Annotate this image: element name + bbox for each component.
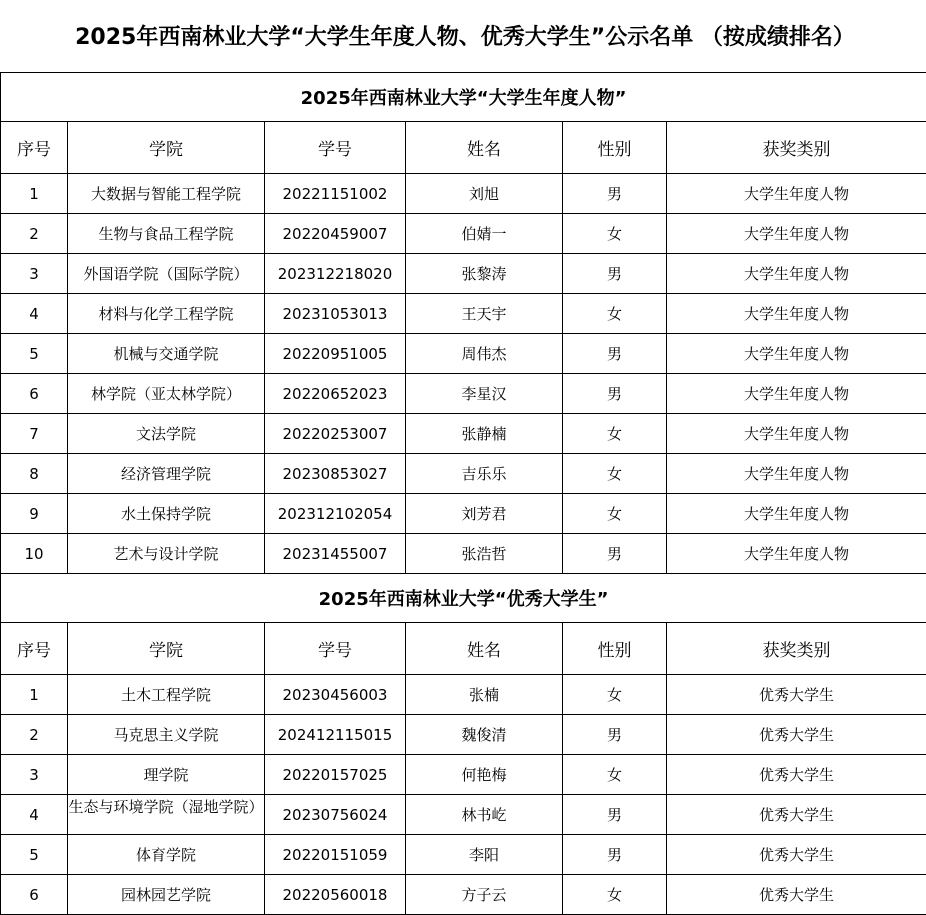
college-text: 大数据与智能工程学院 bbox=[91, 185, 241, 203]
column-header-row bbox=[1, 623, 926, 675]
col-header-college: 学院 bbox=[68, 122, 265, 174]
col-header-gender: 性别 bbox=[563, 623, 667, 675]
award-list-table bbox=[0, 72, 926, 915]
award-category-cell: 大学生年度人物 bbox=[667, 374, 926, 414]
table-row bbox=[1, 795, 926, 835]
table-row bbox=[1, 755, 926, 795]
student-name-cell: 魏俊清 bbox=[406, 715, 563, 755]
student-id-cell: 20231455007 bbox=[265, 534, 406, 574]
gender-cell: 女 bbox=[563, 494, 667, 534]
table-row bbox=[1, 875, 926, 915]
section-title: 2025年西南林业大学“大学生年度人物” bbox=[1, 73, 926, 122]
student-name-cell: 王天宇 bbox=[406, 294, 563, 334]
college-text: 水土保持学院 bbox=[121, 505, 211, 523]
student-id-cell: 20220560018 bbox=[265, 875, 406, 915]
table-row bbox=[1, 414, 926, 454]
page-title: 2025年西南林业大学“大学生年度人物、优秀大学生”公示名单 （按成绩排名） bbox=[0, 0, 926, 72]
student-name-cell: 刘旭 bbox=[406, 174, 563, 214]
gender-cell: 女 bbox=[563, 294, 667, 334]
college-text: 园林园艺学院 bbox=[121, 886, 211, 904]
gender-cell: 男 bbox=[563, 715, 667, 755]
college-text: 林学院（亚太林学院） bbox=[91, 385, 241, 403]
student-id-cell: 20230756024 bbox=[265, 795, 406, 835]
college-cell bbox=[68, 334, 265, 374]
section-title-row bbox=[1, 73, 926, 122]
college-text: 艺术与设计学院 bbox=[113, 545, 218, 563]
serial-number-cell: 4 bbox=[1, 795, 68, 835]
table-row bbox=[1, 454, 926, 494]
col-header-serial: 序号 bbox=[1, 623, 68, 675]
college-cell bbox=[68, 294, 265, 334]
college-text: 机械与交通学院 bbox=[113, 345, 218, 363]
student-id-cell: 20221151002 bbox=[265, 174, 406, 214]
college-text: 马克思主义学院 bbox=[113, 726, 218, 744]
award-category-cell: 优秀大学生 bbox=[667, 875, 926, 915]
student-id-cell: 20220151059 bbox=[265, 835, 406, 875]
col-header-student-id: 学号 bbox=[265, 623, 406, 675]
table-row bbox=[1, 715, 926, 755]
student-name-cell: 张黎涛 bbox=[406, 254, 563, 294]
gender-cell: 女 bbox=[563, 755, 667, 795]
student-name-cell: 何艳梅 bbox=[406, 755, 563, 795]
student-id-cell: 20220951005 bbox=[265, 334, 406, 374]
award-category-cell: 大学生年度人物 bbox=[667, 294, 926, 334]
college-text: 经济管理学院 bbox=[121, 465, 211, 483]
student-id-cell: 20220253007 bbox=[265, 414, 406, 454]
award-category-cell: 大学生年度人物 bbox=[667, 454, 926, 494]
gender-cell: 男 bbox=[563, 254, 667, 294]
col-header-serial: 序号 bbox=[1, 122, 68, 174]
award-category-cell: 大学生年度人物 bbox=[667, 214, 926, 254]
col-header-gender: 性别 bbox=[563, 122, 667, 174]
serial-number-cell: 4 bbox=[1, 294, 68, 334]
gender-cell: 女 bbox=[563, 214, 667, 254]
college-cell bbox=[68, 675, 265, 715]
student-name-cell: 周伟杰 bbox=[406, 334, 563, 374]
college-text: 文法学院 bbox=[136, 425, 196, 443]
table-row bbox=[1, 254, 926, 294]
serial-number-cell: 1 bbox=[1, 174, 68, 214]
col-header-award: 获奖类别 bbox=[667, 122, 926, 174]
student-name-cell: 张浩哲 bbox=[406, 534, 563, 574]
gender-cell: 女 bbox=[563, 675, 667, 715]
college-cell bbox=[68, 214, 265, 254]
serial-number-cell: 6 bbox=[1, 374, 68, 414]
college-cell bbox=[68, 494, 265, 534]
table-row bbox=[1, 334, 926, 374]
student-id-cell: 20220157025 bbox=[265, 755, 406, 795]
section-title: 2025年西南林业大学“优秀大学生” bbox=[1, 574, 926, 623]
college-cell bbox=[68, 174, 265, 214]
table-row bbox=[1, 835, 926, 875]
student-id-cell: 20220459007 bbox=[265, 214, 406, 254]
award-category-cell: 大学生年度人物 bbox=[667, 494, 926, 534]
gender-cell: 男 bbox=[563, 835, 667, 875]
award-category-cell: 大学生年度人物 bbox=[667, 414, 926, 454]
college-cell bbox=[68, 374, 265, 414]
gender-cell: 男 bbox=[563, 374, 667, 414]
col-header-college: 学院 bbox=[68, 623, 265, 675]
table-row bbox=[1, 374, 926, 414]
award-category-cell: 大学生年度人物 bbox=[667, 174, 926, 214]
award-category-cell: 优秀大学生 bbox=[667, 835, 926, 875]
serial-number-cell: 6 bbox=[1, 875, 68, 915]
table-row bbox=[1, 534, 926, 574]
col-header-name: 姓名 bbox=[406, 122, 563, 174]
col-header-student-id: 学号 bbox=[265, 122, 406, 174]
gender-cell: 女 bbox=[563, 414, 667, 454]
college-cell bbox=[68, 835, 265, 875]
table-row bbox=[1, 294, 926, 334]
section-title-row bbox=[1, 574, 926, 623]
college-text: 生态与环境学院（湿地学院） bbox=[68, 796, 264, 834]
table-row bbox=[1, 174, 926, 214]
award-category-cell: 优秀大学生 bbox=[667, 675, 926, 715]
college-cell bbox=[68, 534, 265, 574]
serial-number-cell: 5 bbox=[1, 334, 68, 374]
college-cell bbox=[68, 875, 265, 915]
college-text: 材料与化学工程学院 bbox=[98, 305, 233, 323]
serial-number-cell: 9 bbox=[1, 494, 68, 534]
student-name-cell: 方子云 bbox=[406, 875, 563, 915]
student-name-cell: 刘芳君 bbox=[406, 494, 563, 534]
serial-number-cell: 8 bbox=[1, 454, 68, 494]
student-name-cell: 张楠 bbox=[406, 675, 563, 715]
serial-number-cell: 2 bbox=[1, 715, 68, 755]
serial-number-cell: 10 bbox=[1, 534, 68, 574]
serial-number-cell: 3 bbox=[1, 254, 68, 294]
student-name-cell: 伯婧一 bbox=[406, 214, 563, 254]
gender-cell: 女 bbox=[563, 875, 667, 915]
serial-number-cell: 1 bbox=[1, 675, 68, 715]
award-category-cell: 大学生年度人物 bbox=[667, 254, 926, 294]
award-category-cell: 优秀大学生 bbox=[667, 795, 926, 835]
gender-cell: 男 bbox=[563, 795, 667, 835]
college-cell bbox=[68, 795, 265, 835]
college-text: 生物与食品工程学院 bbox=[98, 225, 233, 243]
student-name-cell: 张静楠 bbox=[406, 414, 563, 454]
student-id-cell: 202312218020 bbox=[265, 254, 406, 294]
student-id-cell: 20230853027 bbox=[265, 454, 406, 494]
student-name-cell: 吉乐乐 bbox=[406, 454, 563, 494]
gender-cell: 女 bbox=[563, 454, 667, 494]
award-category-cell: 优秀大学生 bbox=[667, 755, 926, 795]
table-row bbox=[1, 494, 926, 534]
college-cell bbox=[68, 715, 265, 755]
col-header-name: 姓名 bbox=[406, 623, 563, 675]
table-row bbox=[1, 675, 926, 715]
gender-cell: 男 bbox=[563, 534, 667, 574]
college-cell bbox=[68, 755, 265, 795]
student-id-cell: 20220652023 bbox=[265, 374, 406, 414]
student-id-cell: 20231053013 bbox=[265, 294, 406, 334]
college-text: 外国语学院（国际学院） bbox=[83, 265, 248, 283]
award-category-cell: 优秀大学生 bbox=[667, 715, 926, 755]
award-category-cell: 大学生年度人物 bbox=[667, 534, 926, 574]
serial-number-cell: 5 bbox=[1, 835, 68, 875]
college-cell bbox=[68, 414, 265, 454]
serial-number-cell: 7 bbox=[1, 414, 68, 454]
table-row bbox=[1, 214, 926, 254]
college-text: 土木工程学院 bbox=[121, 686, 211, 704]
serial-number-cell: 3 bbox=[1, 755, 68, 795]
student-id-cell: 202312102054 bbox=[265, 494, 406, 534]
college-text: 体育学院 bbox=[136, 846, 196, 864]
student-id-cell: 20230456003 bbox=[265, 675, 406, 715]
student-name-cell: 李阳 bbox=[406, 835, 563, 875]
student-name-cell: 林书屹 bbox=[406, 795, 563, 835]
gender-cell: 男 bbox=[563, 174, 667, 214]
col-header-award: 获奖类别 bbox=[667, 623, 926, 675]
gender-cell: 男 bbox=[563, 334, 667, 374]
college-text: 理学院 bbox=[143, 766, 188, 784]
serial-number-cell: 2 bbox=[1, 214, 68, 254]
student-name-cell: 李星汉 bbox=[406, 374, 563, 414]
student-id-cell: 202412115015 bbox=[265, 715, 406, 755]
column-header-row bbox=[1, 122, 926, 174]
award-category-cell: 大学生年度人物 bbox=[667, 334, 926, 374]
college-cell bbox=[68, 454, 265, 494]
college-cell bbox=[68, 254, 265, 294]
